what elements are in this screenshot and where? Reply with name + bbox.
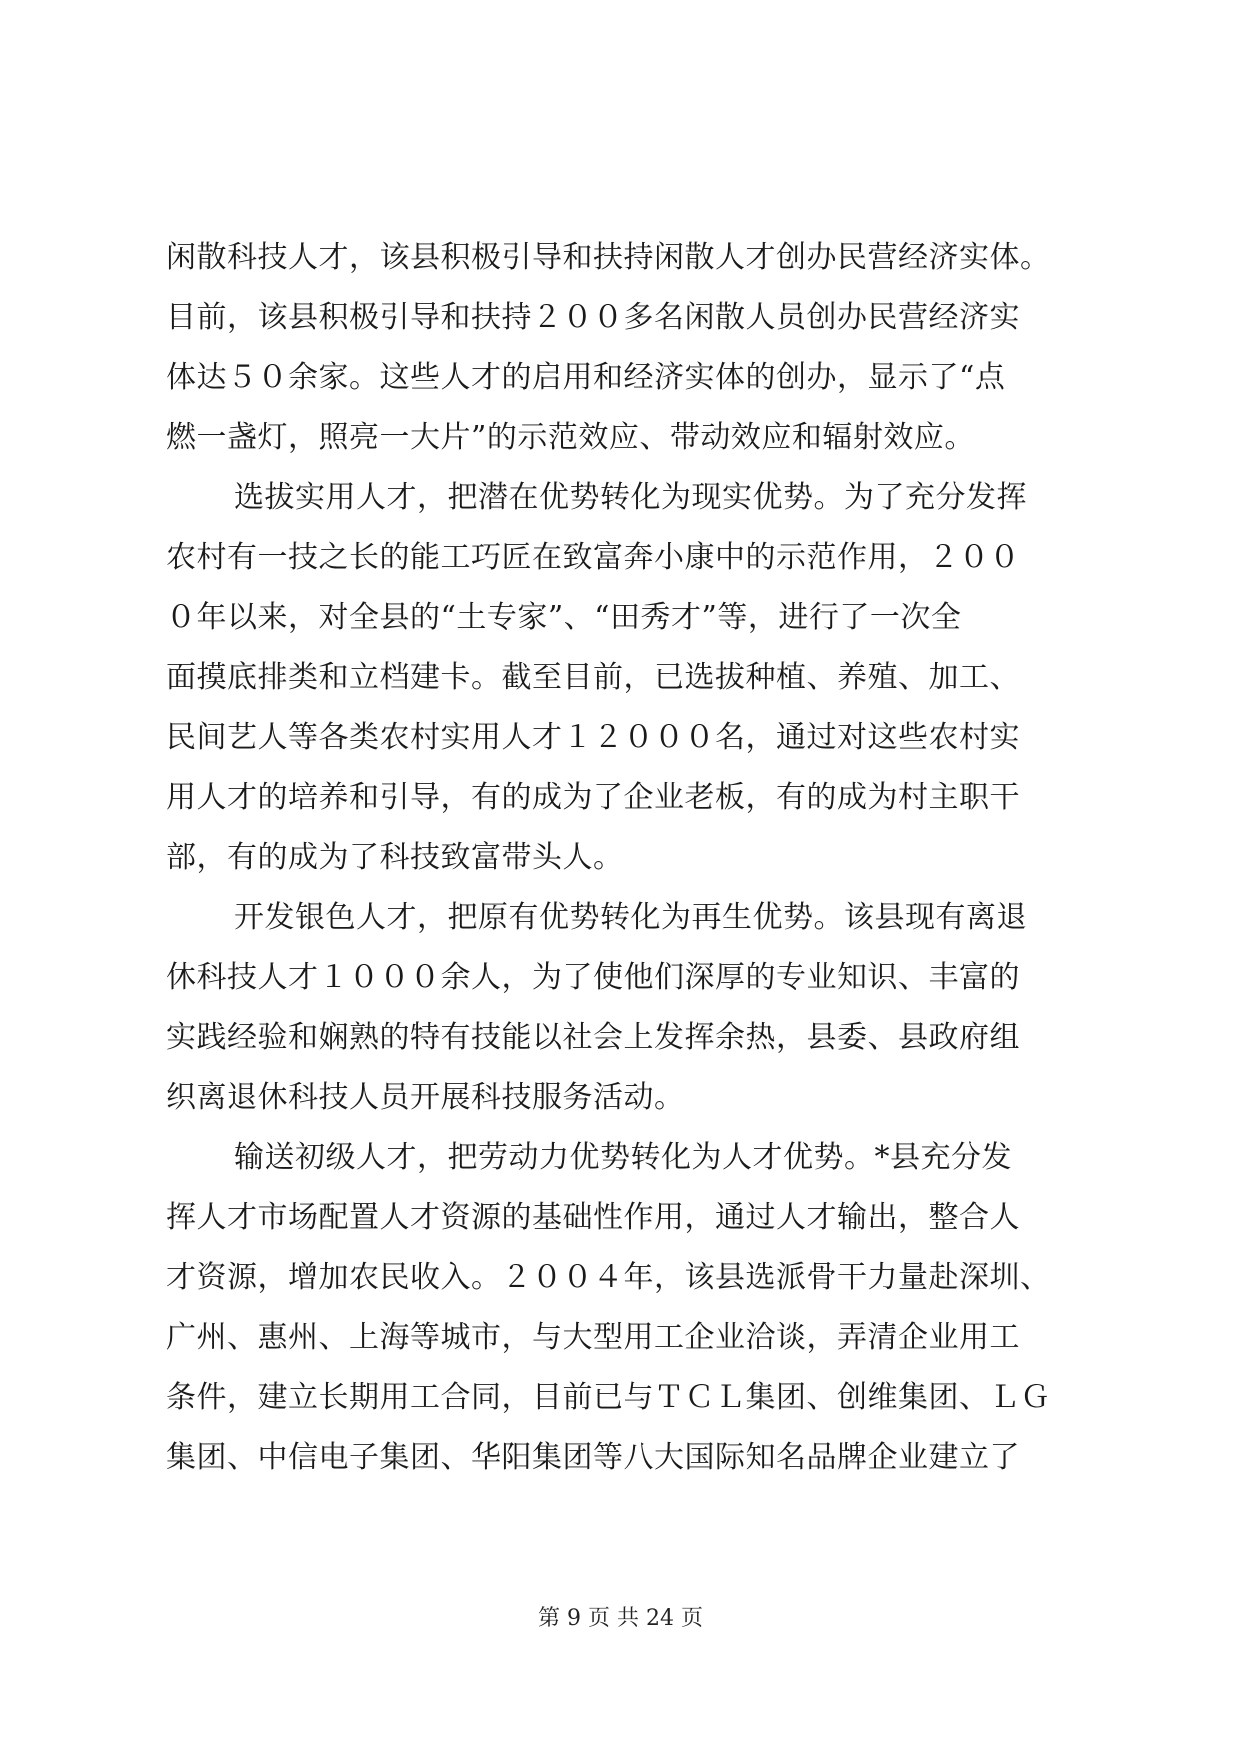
text-line: 农村有一技之长的能工巧匠在致富奔小康中的示范作用，２００ — [166, 540, 1020, 575]
text-line: 目前，该县积极引导和扶持２００多名闲散人员创办民营经济实 — [166, 300, 1020, 335]
text-line: 民间艺人等各类农村实用人才１２０００名，通过对这些农村实 — [166, 720, 1020, 755]
page-footer — [0, 1604, 1241, 1634]
paragraph-first-line: 开发银色人才，把原有优势转化为再生优势。该县现有离退 — [234, 900, 1027, 935]
paragraph-first-line: 输送初级人才，把劳动力优势转化为人才优势。*县充分发 — [234, 1140, 1012, 1175]
text-line: 闲散科技人才，该县积极引导和扶持闲散人才创办民营经济实体。 — [166, 240, 1051, 275]
text-line: 部，有的成为了科技致富带头人。 — [166, 840, 624, 875]
page-number-label: 第 9 页 共 24 页 — [538, 1606, 703, 1631]
text-line: 燃一盏灯，照亮一大片”的示范效应、带动效应和辐射效应。 — [166, 420, 975, 455]
document-body — [166, 228, 1086, 1488]
text-line: 实践经验和娴熟的特有技能以社会上发挥余热，县委、县政府组 — [166, 1020, 1020, 1055]
text-line: 休科技人才１０００余人，为了使他们深厚的专业知识、丰富的 — [166, 960, 1020, 995]
text-line: 面摸底排类和立档建卡。截至目前，已选拔种植、养殖、加工、 — [166, 660, 1020, 695]
text-line: 广州、惠州、上海等城市，与大型用工企业洽谈，弄清企业用工 — [166, 1320, 1020, 1355]
text-line: 体达５０余家。这些人才的启用和经济实体的创办，显示了“点 — [166, 360, 1006, 395]
text-line: 集团、中信电子集团、华阳集团等八大国际知名品牌企业建立了 — [166, 1440, 1020, 1475]
text-line: ０年以来，对全县的“土专家”、“田秀才”等，进行了一次全 — [166, 600, 962, 635]
text-line: 用人才的培养和引导，有的成为了企业老板，有的成为村主职干 — [166, 780, 1020, 815]
text-line: 挥人才市场配置人才资源的基础性作用，通过人才输出，整合人 — [166, 1200, 1020, 1235]
paragraph-first-line: 选拔实用人才，把潜在优势转化为现实优势。为了充分发挥 — [234, 480, 1027, 515]
text-line: 织离退休科技人员开展科技服务活动。 — [166, 1080, 685, 1115]
text-line: 才资源，增加农民收入。２００４年，该县选派骨干力量赴深圳、 — [166, 1260, 1051, 1295]
text-line: 条件，建立长期用工合同，目前已与ＴＣＬ集团、创维集团、ＬＧ — [166, 1380, 1051, 1415]
